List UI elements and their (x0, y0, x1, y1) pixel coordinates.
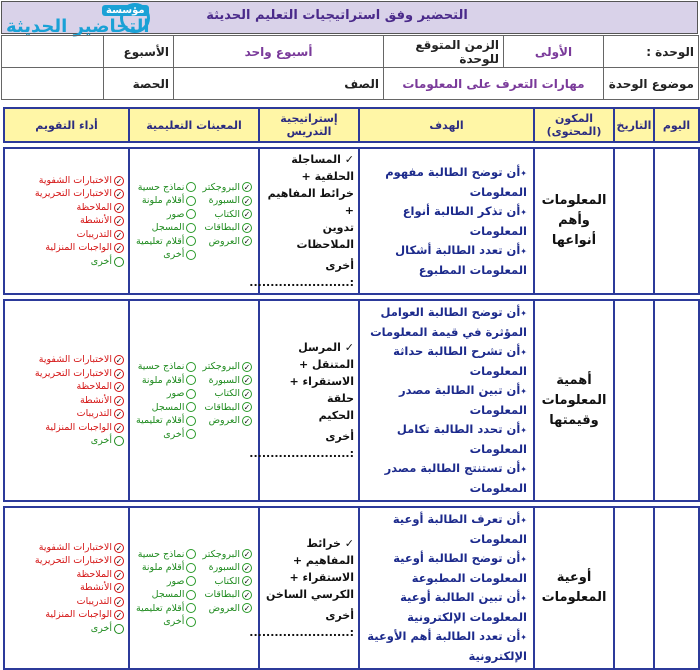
checked-circle-icon: ✓ (243, 550, 251, 560)
assessment-checkbox[interactable] (9, 568, 124, 582)
assessment-label: أخرى (90, 255, 112, 267)
check-mark-icon: ✓ (340, 341, 354, 354)
aid-checkbox[interactable] (136, 414, 196, 428)
strategy-other[interactable]: أخرى :........................ (249, 259, 354, 289)
assessment-cell (4, 507, 129, 669)
assessment-label: الاختبارات التحريرية (34, 555, 112, 567)
goal-item: ✦ أن تبين الطالبة أوعية المعلومات الإلكترونية (366, 588, 527, 627)
checked-circle-icon: ✓ (243, 183, 251, 193)
table-header-row (4, 108, 699, 142)
aids-right-list (200, 358, 255, 443)
aid-label: أقلام ملونة (141, 195, 185, 206)
checked-circle-icon: ✓ (115, 369, 123, 379)
aid-checkbox[interactable] (136, 561, 196, 575)
assessment-list (6, 539, 127, 638)
strategy-text: الاستقراء + (289, 571, 354, 584)
aid-checkbox[interactable] (203, 235, 252, 249)
strategy-text: المرسل المتنقل + (298, 341, 354, 371)
strategy-line (264, 407, 354, 424)
aid-label: أقلام تعليمية (136, 235, 185, 247)
aid-label: أقلام ملونة (141, 562, 185, 573)
aids-cell (129, 507, 259, 669)
assessment-checkbox[interactable] (9, 608, 124, 622)
checked-circle-icon: ✓ (243, 196, 251, 206)
aid-label: أخرى (163, 616, 185, 627)
checked-circle-icon: ✓ (243, 210, 251, 220)
aid-checkbox[interactable] (203, 374, 252, 388)
assessment-cell (4, 148, 129, 294)
goal-item: ✦ أن توضح الطالبة مفهوم المعلومات (366, 163, 527, 202)
aid-checkbox[interactable] (136, 615, 196, 629)
empty-circle-icon (186, 196, 196, 206)
aids-cell (129, 148, 259, 294)
aid-label: العروض (208, 415, 240, 426)
assessment-label: الواجبات المنزلية (45, 242, 112, 254)
checked-circle-icon: ✓ (115, 230, 123, 240)
checked-circle-icon: ✓ (243, 389, 251, 399)
checked-circle-icon: ✓ (243, 376, 251, 386)
checked-circle-icon: ✓ (243, 223, 251, 233)
aid-label: السبورة (208, 374, 240, 386)
empty-circle-icon (186, 549, 196, 559)
column-date: التاريخ (614, 108, 654, 142)
empty-circle-icon (186, 563, 196, 573)
assessment-label: أخرى (90, 435, 112, 447)
checked-circle-icon: ✓ (115, 557, 123, 566)
week-label: الأسبوع (104, 36, 174, 68)
aid-checkbox[interactable] (203, 181, 252, 195)
aid-label: أقلام ملونة (141, 374, 185, 386)
assessment-label: الاختبارات التحريرية (34, 367, 112, 379)
strategy-text: المساجلة الحلقية + (291, 153, 354, 183)
empty-circle-icon (186, 402, 196, 412)
date-cell[interactable] (614, 148, 654, 294)
checked-circle-icon: ✓ (243, 416, 251, 426)
checked-circle-icon: ✓ (115, 611, 123, 620)
aid-label: أقلام تعليمية (136, 415, 185, 426)
aid-checkbox[interactable] (136, 374, 196, 388)
aid-checkbox[interactable] (203, 414, 252, 428)
strategy-line (264, 185, 354, 219)
goal-item: ✦ أن توضح الطالبة العوامل المؤثرة في قيمة المعلومات (366, 303, 527, 342)
aids-right-list (200, 546, 255, 631)
assessment-label: الأنشطة (79, 215, 112, 227)
assessment-label: الأنشطة (79, 394, 112, 406)
day-cell[interactable] (654, 300, 699, 501)
aids-left-list (133, 546, 199, 631)
checked-circle-icon: ✓ (243, 563, 251, 573)
week-value[interactable] (2, 36, 104, 68)
content-cell: أوعية المعلومات (534, 507, 614, 669)
topic-value[interactable]: مهارات التعرف على المعلومات (384, 68, 604, 100)
aids-left-list (133, 358, 199, 443)
empty-circle-icon (186, 576, 196, 586)
aid-label: نماذج حسية (137, 361, 185, 372)
aid-checkbox[interactable] (136, 221, 196, 235)
goals-cell (359, 300, 534, 501)
column-goal: الهدف (359, 108, 534, 142)
time-value[interactable]: أسبوع واحد (174, 36, 384, 68)
checked-circle-icon: ✓ (115, 356, 123, 365)
assessment-checkbox[interactable] (9, 214, 124, 228)
assessment-checkbox[interactable] (9, 174, 124, 188)
checked-circle-icon: ✓ (115, 383, 123, 392)
assessment-checkbox[interactable] (9, 228, 124, 242)
checked-circle-icon: ✓ (115, 203, 123, 213)
date-cell[interactable] (614, 507, 654, 669)
checked-circle-icon: ✓ (115, 396, 123, 406)
aid-label: صور (166, 575, 185, 587)
empty-circle-icon (186, 416, 196, 426)
checked-circle-icon: ✓ (115, 423, 123, 433)
empty-circle-icon (186, 250, 196, 260)
aid-checkbox[interactable] (136, 602, 196, 616)
strategy-cell (249, 300, 359, 501)
strategy-line (264, 373, 354, 407)
aid-checkbox[interactable] (203, 360, 252, 374)
period-label: الحصة (104, 68, 174, 100)
aid-label: المسجل (151, 589, 185, 600)
aids-lists (131, 179, 257, 264)
unit-value[interactable]: الأولى (504, 36, 604, 68)
aids-cell (129, 300, 259, 501)
empty-circle-icon (186, 429, 196, 439)
column-assessment: أداء التقويم (4, 108, 129, 142)
aid-checkbox[interactable] (136, 548, 196, 562)
aid-label: البطاقات (204, 589, 240, 600)
checked-circle-icon: ✓ (243, 590, 251, 600)
aid-label: البروجكتر (202, 548, 240, 560)
table-row (4, 300, 699, 501)
assessment-label: الملاحظة (76, 201, 112, 213)
title-bar (1, 1, 698, 37)
logo-subtitle: مؤسسة (102, 5, 149, 16)
strategy-text: تدوين الملاحظات (296, 221, 354, 251)
aid-label: المسجل (151, 222, 185, 233)
checked-circle-icon: ✓ (243, 577, 251, 587)
assessment-checkbox[interactable] (9, 367, 124, 381)
aid-checkbox[interactable] (136, 428, 196, 442)
assessment-label: التدريبات (76, 595, 112, 607)
aid-label: أخرى (163, 249, 185, 260)
aids-lists (131, 546, 257, 631)
aid-label: نماذج حسية (137, 548, 185, 560)
goal-item: ✦ أن تعدد الطالبة أهم الأوعية الإلكترونية (366, 627, 527, 666)
strategy-line (264, 586, 354, 603)
logo-title: التحاضير الحديثة (6, 16, 150, 37)
aid-label: البطاقات (204, 222, 240, 233)
assessment-label: الملاحظة (76, 568, 112, 580)
aid-checkbox[interactable] (136, 248, 196, 262)
aid-label: نماذج حسية (137, 181, 185, 193)
checked-circle-icon: ✓ (115, 597, 123, 607)
lesson-plan-table (3, 107, 700, 670)
assessment-label: الأنشطة (79, 582, 112, 594)
assessment-list (6, 351, 127, 450)
aid-checkbox[interactable] (203, 548, 252, 562)
day-cell[interactable] (654, 507, 699, 669)
page-title: التحضير وفق استراتيجيات التعليم الحديثة (206, 8, 468, 23)
checked-circle-icon: ✓ (243, 604, 251, 614)
assessment-checkbox[interactable] (9, 541, 124, 555)
goal-item: ✦ أن تستنتج الطالبة مصدر المعلومات (366, 459, 527, 498)
aid-checkbox[interactable] (136, 387, 196, 401)
strategy-line (264, 535, 354, 569)
table-row (4, 148, 699, 294)
aid-label: المسجل (151, 401, 185, 413)
strategy-other[interactable]: أخرى :........................ (249, 609, 354, 639)
period-value[interactable] (2, 68, 104, 100)
day-cell[interactable] (654, 148, 699, 294)
strategy-text: الحكيم (318, 409, 354, 422)
goal-item: ✦ أن تذكر الطالبة أنواع المعلومات (366, 202, 527, 241)
assessment-checkbox[interactable] (9, 187, 124, 201)
aid-label: الكتاب (214, 208, 240, 220)
assessment-list (6, 172, 127, 271)
aid-checkbox[interactable] (136, 588, 196, 602)
assessment-checkbox[interactable] (9, 622, 124, 636)
aids-lists (131, 358, 257, 443)
aid-checkbox[interactable] (136, 194, 196, 208)
assessment-checkbox[interactable] (9, 201, 124, 215)
empty-circle-icon (186, 617, 196, 627)
goal-item: ✦ أن تشرح الطالبة حداثة المعلومات (366, 342, 527, 381)
empty-circle-icon (114, 624, 124, 634)
aid-label: السبورة (208, 562, 240, 573)
checked-circle-icon: ✓ (115, 176, 123, 186)
empty-circle-icon (186, 223, 196, 233)
unit-info-table (1, 35, 699, 100)
assessment-label: التدريبات (76, 408, 112, 420)
aid-label: البطاقات (204, 401, 240, 413)
empty-circle-icon (186, 362, 196, 372)
assessment-checkbox[interactable] (9, 380, 124, 394)
empty-circle-icon (186, 375, 196, 385)
aid-label: الكتاب (214, 388, 240, 399)
aid-checkbox[interactable] (203, 387, 252, 401)
goal-item: ✦ أن تعدد الطالبة أشكال المعلومات المطبوع (366, 241, 527, 280)
aids-right-list (200, 179, 255, 264)
strategy-text: الكرسي الساخن (266, 588, 354, 601)
column-day: اليوم (654, 108, 699, 142)
empty-circle-icon (114, 257, 124, 267)
aid-checkbox[interactable] (203, 221, 252, 235)
empty-circle-icon (186, 389, 196, 399)
checked-circle-icon: ✓ (115, 570, 123, 580)
aid-checkbox[interactable] (203, 194, 252, 208)
assessment-checkbox[interactable] (9, 554, 124, 568)
empty-circle-icon (186, 209, 196, 219)
goal-item: ✦ أن تحدد الطالبة تكامل المعلومات (366, 420, 527, 459)
assessment-label: الاختبارات الشفوية (38, 541, 112, 553)
assessment-checkbox[interactable] (9, 595, 124, 609)
aid-checkbox[interactable] (203, 575, 252, 589)
column-content: المكون (المحتوى) (534, 108, 614, 142)
strategy-line (264, 151, 354, 185)
goal-item: ✦ أن توضح الطالبة أوعية المعلومات المطبوعة (366, 549, 527, 588)
empty-circle-icon (186, 603, 196, 613)
aid-checkbox[interactable] (136, 401, 196, 415)
assessment-label: الاختبارات التحريرية (34, 188, 112, 200)
assessment-checkbox[interactable] (9, 255, 124, 269)
assessment-label: الملاحظة (76, 381, 112, 393)
strategy-text: خرائط المفاهيم + (292, 537, 354, 567)
aid-checkbox[interactable] (203, 602, 252, 616)
aid-checkbox[interactable] (136, 181, 196, 195)
aid-label: السبورة (208, 195, 240, 206)
goal-item: ✦ أن تبين الطالبة مصدر المعلومات (366, 381, 527, 420)
assessment-checkbox[interactable] (9, 241, 124, 255)
aid-label: أخرى (163, 428, 185, 440)
checked-circle-icon: ✓ (115, 410, 123, 419)
assessment-checkbox[interactable] (9, 581, 124, 595)
empty-circle-icon (114, 436, 124, 446)
aids-left-list (133, 179, 199, 264)
column-aids: المعينات التعليمية (129, 108, 259, 142)
strategy-text: خرائط المفاهيم + (267, 187, 354, 217)
aid-checkbox[interactable] (203, 208, 252, 222)
aid-checkbox[interactable] (136, 235, 196, 249)
aid-label: العروض (208, 235, 240, 247)
assessment-label: أخرى (90, 622, 112, 634)
time-label: الزمن المتوقع للوحدة (384, 36, 504, 68)
date-cell[interactable] (614, 300, 654, 501)
checked-circle-icon: ✓ (243, 237, 251, 247)
strategy-text: الاستقراء + حلقة (289, 375, 354, 405)
content-cell: أهمية المعلومات وقيمتها (534, 300, 614, 501)
check-mark-icon: ✓ (340, 537, 354, 550)
assessment-checkbox[interactable] (9, 421, 124, 435)
strategy-cell (249, 148, 359, 294)
strategy-line (264, 569, 354, 586)
assessment-label: الاختبارات الشفوية (38, 354, 112, 366)
topic-label: موضوع الوحدة (604, 68, 699, 100)
class-label: الصف (174, 68, 384, 100)
checked-circle-icon: ✓ (115, 190, 123, 199)
empty-circle-icon (186, 182, 196, 192)
goals-cell (359, 507, 534, 669)
checked-circle-icon: ✓ (243, 362, 251, 372)
assessment-cell (4, 300, 129, 501)
empty-circle-icon (186, 236, 196, 246)
aid-label: العروض (208, 602, 240, 614)
strategy-other[interactable]: أخرى :........................ (249, 430, 354, 460)
unit-label: الوحدة : (604, 36, 699, 68)
checked-circle-icon: ✓ (243, 403, 251, 413)
assessment-checkbox[interactable] (9, 394, 124, 408)
aid-checkbox[interactable] (136, 208, 196, 222)
assessment-checkbox[interactable] (9, 353, 124, 367)
assessment-label: الواجبات المنزلية (45, 421, 112, 433)
check-mark-icon: ✓ (340, 153, 354, 166)
aid-label: أقلام تعليمية (136, 602, 185, 614)
column-strategy: إستراتيجية التدريس (259, 108, 359, 142)
assessment-checkbox[interactable] (9, 434, 124, 448)
aid-label: البروجكتر (202, 181, 240, 193)
checked-circle-icon: ✓ (115, 584, 123, 593)
assessment-label: التدريبات (76, 228, 112, 240)
assessment-label: الواجبات المنزلية (45, 609, 112, 621)
assessment-label: الاختبارات الشفوية (38, 174, 112, 186)
aid-label: البروجكتر (202, 361, 240, 372)
aid-label: صور (166, 208, 185, 220)
table-row (4, 507, 699, 669)
aid-checkbox[interactable] (203, 401, 252, 415)
strategy-cell (249, 507, 359, 669)
aid-checkbox[interactable] (203, 588, 252, 602)
aid-checkbox[interactable] (136, 360, 196, 374)
strategy-line (264, 339, 354, 373)
goals-cell (359, 148, 534, 294)
goal-item: ✦ أن تعرف الطالبة أوعية المعلومات (366, 510, 527, 549)
content-cell: المعلومات وأهم أنواعها (534, 148, 614, 294)
empty-circle-icon (186, 590, 196, 600)
checked-circle-icon: ✓ (115, 543, 123, 553)
aid-label: صور (166, 388, 185, 399)
aid-checkbox[interactable] (136, 575, 196, 589)
checked-circle-icon: ✓ (115, 217, 123, 226)
aid-checkbox[interactable] (203, 561, 252, 575)
strategy-line (264, 219, 354, 253)
assessment-checkbox[interactable] (9, 407, 124, 421)
checked-circle-icon: ✓ (115, 244, 123, 253)
aid-label: الكتاب (214, 575, 240, 587)
